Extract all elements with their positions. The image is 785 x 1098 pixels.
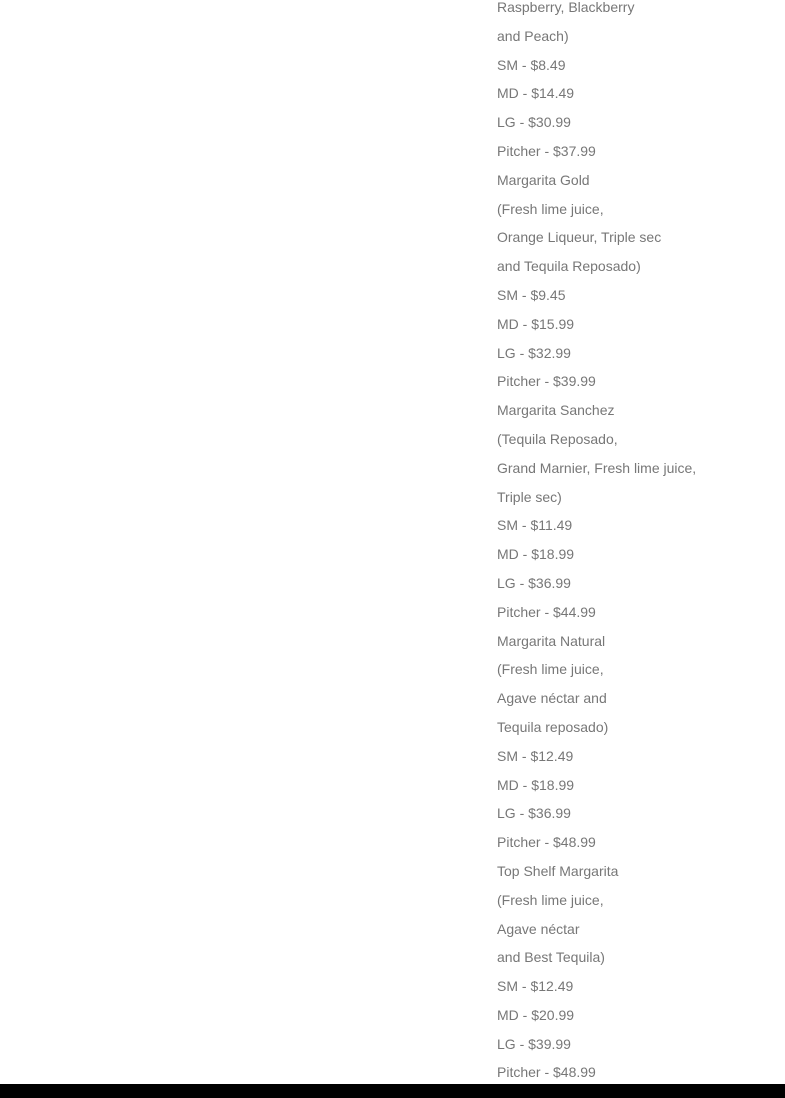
menu-line: (Fresh lime juice,: [497, 200, 604, 217]
menu-line: Pitcher - $48.99: [497, 1064, 596, 1081]
menu-line: and Tequila Reposado): [497, 258, 641, 275]
menu-line: MD - $18.99: [497, 776, 575, 793]
menu-line: Grand Marnier, Fresh lime juice,: [497, 459, 697, 476]
menu-line: SM - $9.45: [497, 286, 566, 303]
menu-line: (Tequila Reposado,: [497, 430, 618, 447]
bottom-bar: [0, 1084, 785, 1098]
menu-line: Triple sec): [497, 488, 562, 505]
menu-line: Margarita Gold: [497, 171, 590, 188]
menu-line: LG - $32.99: [497, 344, 571, 361]
menu-line: SM - $12.49: [497, 978, 574, 995]
menu-line: MD - $20.99: [497, 1006, 575, 1023]
menu-line: and Best Tequila): [497, 949, 605, 966]
menu-line: Pitcher - $39.99: [497, 373, 596, 390]
menu-line: MD - $15.99: [497, 315, 575, 332]
menu-line: LG - $36.99: [497, 574, 571, 591]
menu-line: Margarita Sanchez: [497, 402, 615, 419]
menu-line: MD - $18.99: [497, 546, 575, 563]
menu-line: LG - $39.99: [497, 1035, 571, 1052]
menu-line: Pitcher - $44.99: [497, 603, 596, 620]
menu-line: SM - $11.49: [497, 517, 573, 534]
menu-line: LG - $36.99: [497, 805, 571, 822]
menu-line: Pitcher - $37.99: [497, 142, 596, 159]
menu-line: LG - $30.99: [497, 114, 571, 131]
menu-line: Raspberry, Blackberry: [497, 0, 635, 15]
menu-line: Tequila reposado): [497, 718, 609, 735]
menu-line: Agave néctar and: [497, 690, 607, 707]
menu-line: SM - $12.49: [497, 747, 574, 764]
menu-line: Top Shelf Margarita: [497, 862, 619, 879]
menu-line: Orange Liqueur, Triple sec: [497, 229, 662, 246]
menu-line: Agave néctar: [497, 920, 580, 937]
menu-line: Margarita Natural: [497, 632, 606, 649]
menu-line: (Fresh lime juice,: [497, 661, 604, 678]
menu-line: SM - $8.49: [497, 56, 566, 73]
menu-line: (Fresh lime juice,: [497, 891, 604, 908]
menu-line: and Peach): [497, 27, 569, 44]
menu-line: MD - $14.49: [497, 85, 575, 102]
margarita-menu-list: [497, 0, 757, 1087]
menu-line: Pitcher - $48.99: [497, 834, 596, 851]
